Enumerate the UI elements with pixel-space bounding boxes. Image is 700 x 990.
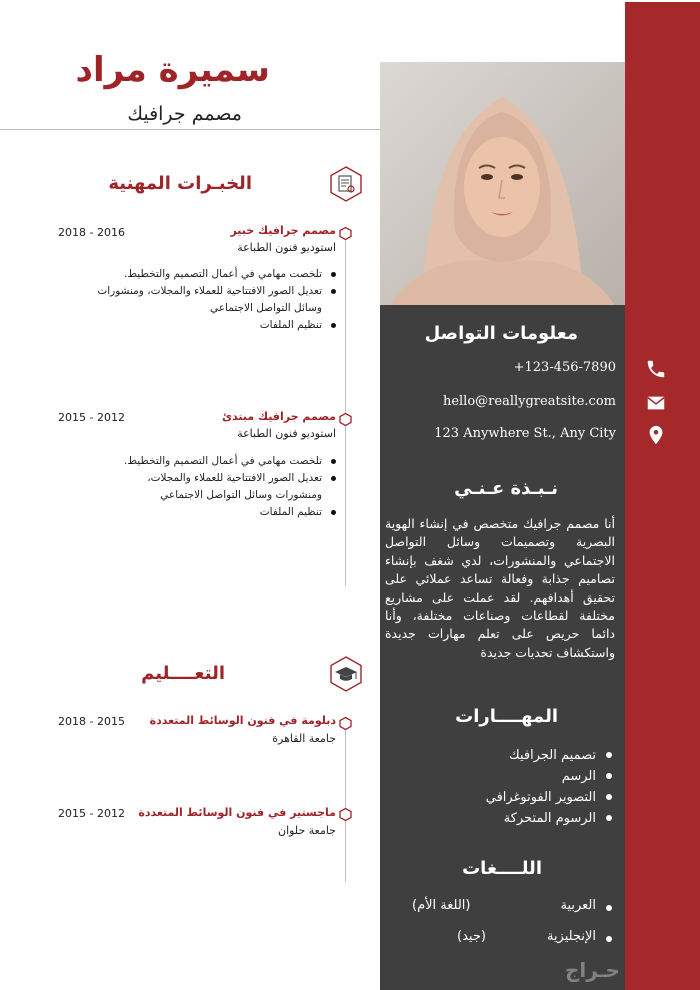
header-divider xyxy=(0,129,380,130)
list-item: تنظيم الملفات xyxy=(124,504,336,521)
job-date: 2015 - 2012 xyxy=(58,411,125,424)
location-pin-icon xyxy=(645,424,667,446)
profile-photo xyxy=(380,62,625,305)
timeline-node xyxy=(339,715,352,728)
email-icon xyxy=(645,392,667,414)
job-role: مصمم جرافيك خبير xyxy=(230,224,336,237)
education-timeline xyxy=(345,722,346,882)
list-item: تعديل الصور الافتتاحية للعملاء والمجلات، ومنشورات xyxy=(97,283,336,300)
job-date: 2018 - 2016 xyxy=(58,226,125,239)
job-company: استوديو فنون الطباعة xyxy=(237,427,336,440)
phone-number: +123-456-7890 xyxy=(513,360,616,375)
list-item-continued: وسائل التواصل الاجتماعي xyxy=(210,302,322,314)
school-name: جامعة القاهرة xyxy=(272,732,336,745)
list-item: تصميم الجرافيك xyxy=(486,745,612,766)
timeline-node xyxy=(339,411,352,424)
experience-title: الخبـرات المهنية xyxy=(108,173,252,194)
list-item-continued: ومنشورات وسائل التواصل الاجتماعي xyxy=(160,489,322,501)
language-level: (جيد) xyxy=(457,929,486,944)
list-item: تلخصت مهامي في أعمال التصميم والتخطيط. xyxy=(97,266,336,283)
languages-title: اللــــغات xyxy=(462,858,542,879)
graduation-cap-icon xyxy=(327,655,365,693)
list-item: التصوير الفوتوغرافي xyxy=(486,787,612,808)
job-company: استوديو فنون الطباعة xyxy=(237,241,336,254)
list-item: تلخصت مهامي في أعمال التصميم والتخطيط. xyxy=(124,453,336,470)
timeline-node xyxy=(339,806,352,819)
language-name: العربية xyxy=(560,898,612,913)
skills-list xyxy=(486,745,612,829)
experience-timeline xyxy=(345,232,346,586)
skills-title: المهــــارات xyxy=(455,706,558,727)
language-name: الإنجليزية xyxy=(547,929,612,944)
education-title: التعــــليم xyxy=(141,663,225,684)
list-item: الرسوم المتحركة xyxy=(486,808,612,829)
list-item xyxy=(124,487,336,504)
timeline-node xyxy=(339,225,352,238)
job-title: مصمم جرافيك xyxy=(127,103,242,125)
language-level: (اللغة الأم) xyxy=(412,898,471,913)
resume-icon xyxy=(327,165,365,203)
education-date: 2018 - 2015 xyxy=(58,715,125,728)
phone-icon xyxy=(645,358,667,380)
contact-title: معلومات التواصل xyxy=(424,323,578,344)
degree-title: ماجستير في فنون الوسائط المتعددة xyxy=(138,806,336,819)
person-name: سميرة مراد xyxy=(75,50,270,90)
street-address: 123 Anywhere St., Any City xyxy=(434,426,616,441)
list-item xyxy=(97,300,336,317)
about-title: نـبـذة عـنـي xyxy=(454,478,558,499)
email-address: hello@reallygreatsite.com xyxy=(442,394,616,409)
list-item: الرسم xyxy=(486,766,612,787)
job-duties-list xyxy=(124,453,336,521)
job-role: مصمم جرافيك مبتدئ xyxy=(221,410,336,423)
degree-title: دبلومة في فنون الوسائط المتعددة xyxy=(149,714,336,727)
school-name: جامعة حلوان xyxy=(277,824,336,837)
list-item: تعديل الصور الافتتاحية للعملاء والمجلات، xyxy=(124,470,336,487)
list-item: تنظيم الملفات xyxy=(97,317,336,334)
education-date: 2015 - 2012 xyxy=(58,807,125,820)
about-text: أنا مصمم جرافيك متخصص في إنشاء الهوية البصرية وتصميمات وسائل التواصل الاجتماعي والمنشورات، لدي شغف بإنشاء تصاميم جذابة وفعالة تساعد عملائي على تحقيق أهدافهم. لقد عملت على مشاريع مختلفة لقطاعات وصناعات مختلفة، وأنا دائما حريص على تعلم مهارات جديدة واستكشاف تحديات جديدة xyxy=(385,516,615,660)
job-duties-list xyxy=(97,266,336,334)
contact-icons-column xyxy=(625,0,687,990)
watermark-logo: حـراج xyxy=(565,958,620,982)
